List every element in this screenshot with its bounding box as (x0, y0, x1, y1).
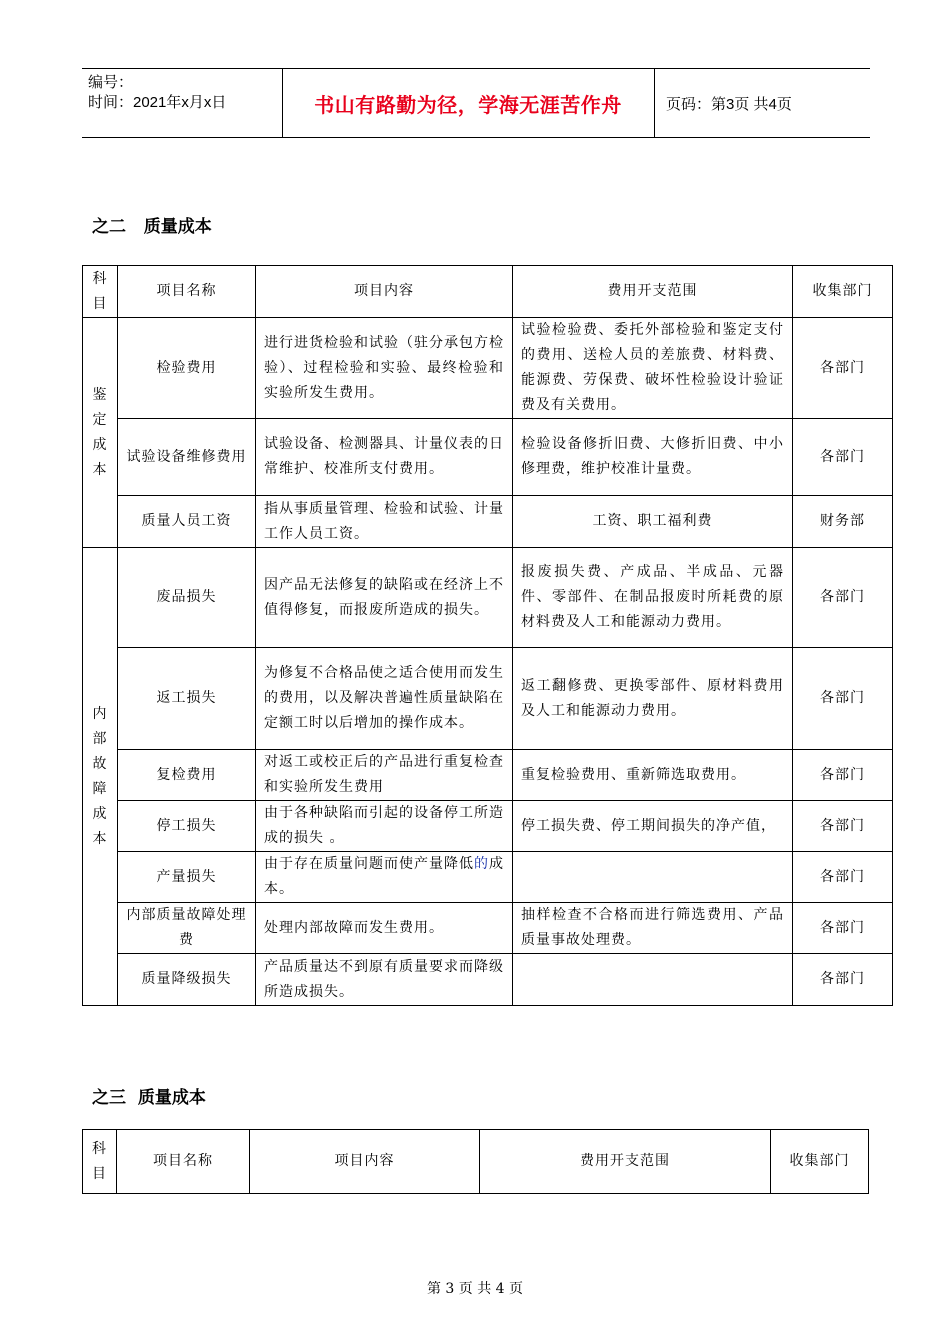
item-name: 试验设备维修费用 (118, 419, 256, 496)
item-name: 产量损失 (118, 852, 256, 903)
item-content: 为修复不合格品使之适合使用而发生的费用，以及解决普遍性质量缺陷在定额工时以后增加的操作成本。 (256, 648, 513, 750)
item-content: 处理内部故障而发生费用。 (256, 903, 513, 954)
item-scope: 重复检验费用、重新筛选取费用。 (513, 750, 793, 801)
section2-title: 之二 质量成本 (92, 217, 212, 237)
item-name: 质量降级损失 (118, 954, 256, 1006)
table-row (83, 801, 893, 852)
item-name: 返工损失 (118, 648, 256, 750)
item-dept: 各部门 (793, 318, 893, 419)
item-scope: 检验设备修折旧费、大修折旧费、中小修理费，维护校准计量费。 (513, 419, 793, 496)
item-scope (513, 852, 793, 903)
table-row (83, 419, 893, 496)
date-label: 时间：2021年x月x日 (88, 94, 227, 111)
item-content: 试验设备、检测器具、计量仪表的日常维护、校准所支付费用。 (256, 419, 513, 496)
highlighted-char: 的 (474, 856, 489, 872)
quality-cost-table-3 (82, 1129, 869, 1194)
item-scope: 试验检验费、委托外部检验和鉴定支付的费用、送检人员的差旅费、材料费、能源费、劳保费、破坏性检验设计验证费及有关费用。 (513, 318, 793, 419)
item-name: 废品损失 (118, 548, 256, 648)
item-dept: 各部门 (793, 903, 893, 954)
item-scope: 抽样检查不合格而进行筛选费用、产品质量事故处理费。 (513, 903, 793, 954)
item-scope: 停工损失费、停工期间损失的净产值， (513, 801, 793, 852)
item-dept: 各部门 (793, 801, 893, 852)
item-dept: 财务部 (793, 496, 893, 548)
table-row (83, 548, 893, 648)
header-left (88, 73, 226, 113)
header-page-info: 页码：第3页 共4页 (666, 96, 792, 113)
table-row (83, 954, 893, 1006)
item-dept: 各部门 (793, 852, 893, 903)
item-name: 复检费用 (118, 750, 256, 801)
item-content: 对返工或校正后的产品进行重复检查和实验所发生费用 (256, 750, 513, 801)
table-header-row (83, 1130, 869, 1194)
quality-cost-table-2 (82, 265, 893, 1006)
item-scope (513, 954, 793, 1006)
item-dept: 各部门 (793, 548, 893, 648)
item-name: 检验费用 (118, 318, 256, 419)
item-dept: 各部门 (793, 954, 893, 1006)
subject-cell: 内部故障成本 (83, 548, 118, 1006)
item-scope: 工资、职工福利费 (513, 496, 793, 548)
table-header-row (83, 266, 893, 318)
item-content: 进行进货检验和试验（驻分承包方检验）、过程检验和实验、最终检验和实验所发生费用。 (256, 318, 513, 419)
col-header-scope: 费用开支范围 (480, 1130, 771, 1194)
item-content: 由于各种缺陷而引起的设备停工所造成的损失 。 (256, 801, 513, 852)
item-dept: 各部门 (793, 750, 893, 801)
col-header-subject: 科目 (83, 1130, 117, 1194)
col-header-name: 项目名称 (117, 1130, 250, 1194)
item-content: 由于存在质量问题而使产量降低的成本。 (256, 852, 513, 903)
item-content: 指从事质量管理、检验和试验、计量工作人员工资。 (256, 496, 513, 548)
col-header-scope: 费用开支范围 (513, 266, 793, 318)
page-header (82, 68, 870, 138)
col-header-subject: 科目 (83, 266, 118, 318)
section3-title: 之三 质量成本 (92, 1088, 206, 1108)
item-name: 内部质量故障处理费 (118, 903, 256, 954)
col-header-name: 项目名称 (118, 266, 256, 318)
table-row (83, 903, 893, 954)
item-content: 产品质量达不到原有质量要求而降级所造成损失。 (256, 954, 513, 1006)
col-header-dept: 收集部门 (771, 1130, 869, 1194)
col-header-dept: 收集部门 (793, 266, 893, 318)
item-dept: 各部门 (793, 648, 893, 750)
header-divider (282, 69, 283, 137)
header-motto: 书山有路勤为径，学海无涯苦作舟 (314, 92, 622, 117)
item-dept: 各部门 (793, 419, 893, 496)
col-header-content: 项目内容 (250, 1130, 480, 1194)
item-content: 因产品无法修复的缺陷或在经济上不值得修复，而报废所造成的损失。 (256, 548, 513, 648)
table-row (83, 852, 893, 903)
table-row (83, 750, 893, 801)
item-name: 质量人员工资 (118, 496, 256, 548)
col-header-content: 项目内容 (256, 266, 513, 318)
table-row (83, 648, 893, 750)
table-row (83, 318, 893, 419)
item-scope: 返工翻修费、更换零部件、原材料费用及人工和能源动力费用。 (513, 648, 793, 750)
header-divider (654, 69, 655, 137)
item-scope: 报废损失费、产成品、半成品、元器件、零部件、在制品报废时所耗费的原材料费及人工和能源动力费用。 (513, 548, 793, 648)
page-footer: 第 3 页 共 4 页 (426, 1281, 524, 1297)
table-row (83, 496, 893, 548)
subject-cell: 鉴定成本 (83, 318, 118, 548)
item-name: 停工损失 (118, 801, 256, 852)
number-label: 编号： (88, 74, 134, 91)
